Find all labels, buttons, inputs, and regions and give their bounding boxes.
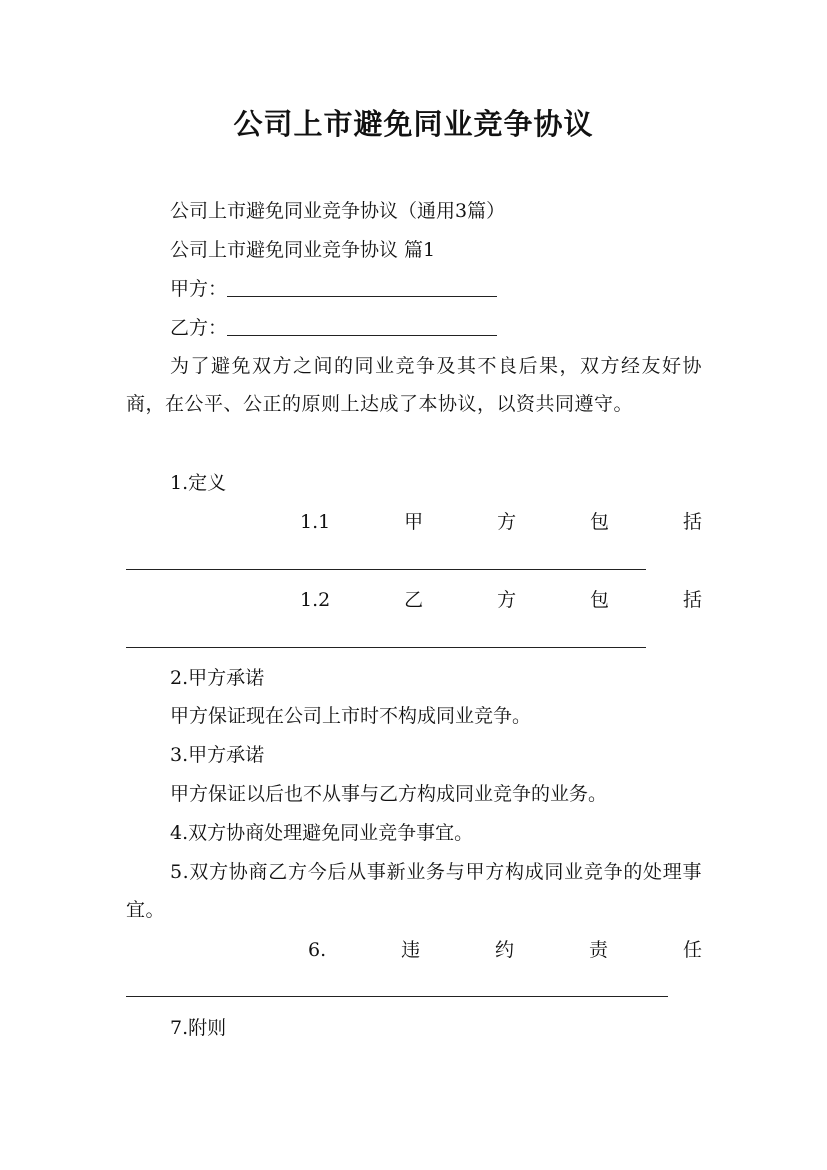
clause2-text: 甲方保证现在公司上市时不构成同业竞争。 [170,705,532,727]
clause1-1-line [300,503,702,541]
clause3-heading: 3.甲方承诺 [170,744,265,766]
document-subtitle: 公司上市避免同业竞争协议（通用3篇） [170,200,506,222]
clause6-blank [126,996,668,997]
party-a-line [170,270,497,308]
clause6-char: 任 [682,939,702,961]
intro-paragraph: 为了避免双方之间的同业竞争及其不良后果，双方经友好协商，在公平、公正的原则上达成了本协议，以资共同遵守。 [126,355,702,415]
clause6-char: 约 [495,939,515,961]
clause1-1-num: 1.1 [300,511,331,533]
party-a-blank [227,276,497,297]
party-a-label: 甲方： [170,278,228,300]
clause6-num: 6. [308,939,327,961]
clause6-char: 违 [401,939,421,961]
party-b-blank [227,315,497,336]
clause7-heading: 7.附则 [170,1017,227,1039]
clause1-2-line [300,581,702,619]
clause4: 4.双方协商处理避免同业竞争事宜。 [170,822,474,844]
party-b-label: 乙方： [170,317,228,339]
clause1-2-blank [126,647,646,648]
clause6-char: 责 [588,939,608,961]
clause1-1-blank [126,569,646,570]
clause3-text: 甲方保证以后也不从事与乙方构成同业竞争的业务。 [170,783,608,805]
clause5-paragraph: 5.双方协商乙方今后从事新业务与甲方构成同业竞争的处理事宜。 [126,861,702,921]
clause1-2-char: 包 [590,589,610,611]
clause6-line [308,931,702,969]
clause1-heading: 1.定义 [170,472,227,494]
section-title: 公司上市避免同业竞争协议 篇1 [170,239,436,261]
clause1-1-char: 括 [682,511,702,533]
clause1-2-char: 乙 [404,589,424,611]
document-title: 公司上市避免同业竞争协议 [233,107,594,141]
clause1-1-char: 包 [590,511,610,533]
party-b-line [170,309,497,347]
clause1-2-char: 括 [682,589,702,611]
clause1-2-char: 方 [497,589,517,611]
clause1-1-char: 甲 [404,511,424,533]
clause2-heading: 2.甲方承诺 [170,667,265,689]
clause1-2-num: 1.2 [300,589,331,611]
clause1-1-char: 方 [497,511,517,533]
